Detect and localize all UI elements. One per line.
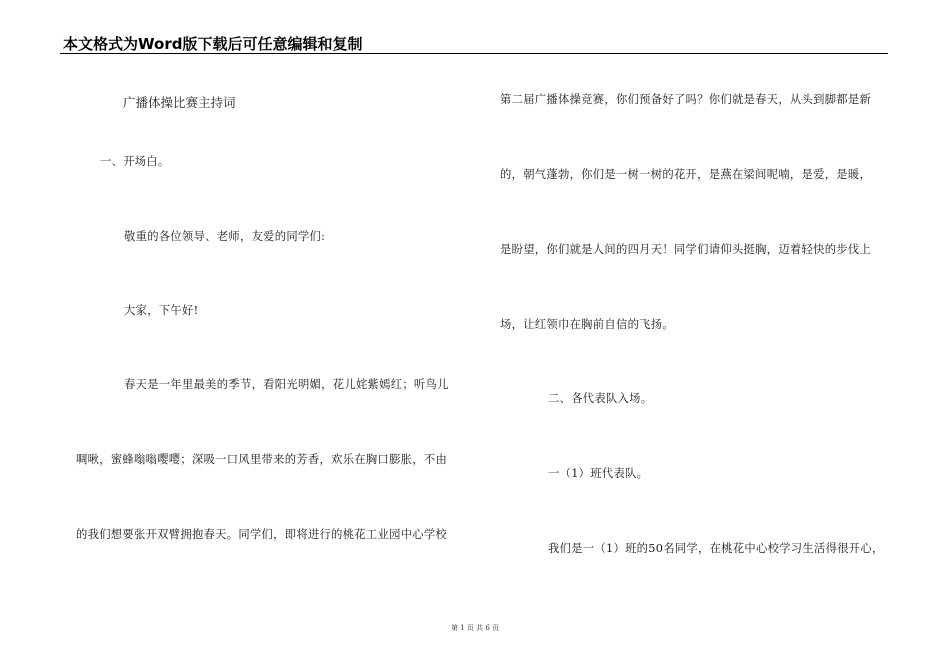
paragraph-line: 的我们想要张开双臂拥抱春天。同学们，即将进行的桃花工业园中心学校 — [76, 528, 448, 541]
paragraph-line: 大家，下午好! — [124, 304, 199, 317]
paragraph-line: 我们是一（1）班的50名同学，在桃花中心校学习生活得很开心， — [548, 542, 884, 555]
paragraph-line: 啁啾，蜜蜂嗡嗡嘤嘤；深吸一口风里带来的芳香，欢乐在胸口膨胀，不由 — [76, 453, 448, 466]
paragraph-line: 第二届广播体操竞赛，你们预备好了吗？你们就是春天，从头到脚都是新 — [500, 93, 872, 106]
paragraph-line: 一、开场白。 — [100, 155, 170, 168]
paragraph-line: 的，朝气蓬勃，你们是一树一树的花开，是燕在梁间呢喃，是爱，是暖， — [500, 168, 872, 181]
paragraph-line: 一（1）班代表队。 — [548, 467, 649, 480]
paragraph-line: 场，让红领巾在胸前自信的飞扬。 — [500, 318, 674, 331]
document-title: 广播体操比赛主持词 — [123, 95, 236, 110]
paragraph-line: 敬重的各位领导、老师，友爱的同学们: — [124, 230, 326, 243]
page-footer: 第 1 页 共 6 页 — [450, 624, 500, 632]
paragraph-line: 春天是一年里最美的季节，看阳光明媚，花儿姹紫嫣红；听鸟儿 — [124, 378, 449, 391]
paragraph-line: 是盼望，你们就是人间的四月天！同学们请仰头挺胸，迈着轻快的步伐上 — [500, 243, 872, 256]
paragraph-line: 二、各代表队入场。 — [548, 392, 653, 405]
header-divider — [60, 53, 888, 54]
header-title: 本文格式为Word版下载后可任意编辑和复制 — [63, 35, 363, 53]
